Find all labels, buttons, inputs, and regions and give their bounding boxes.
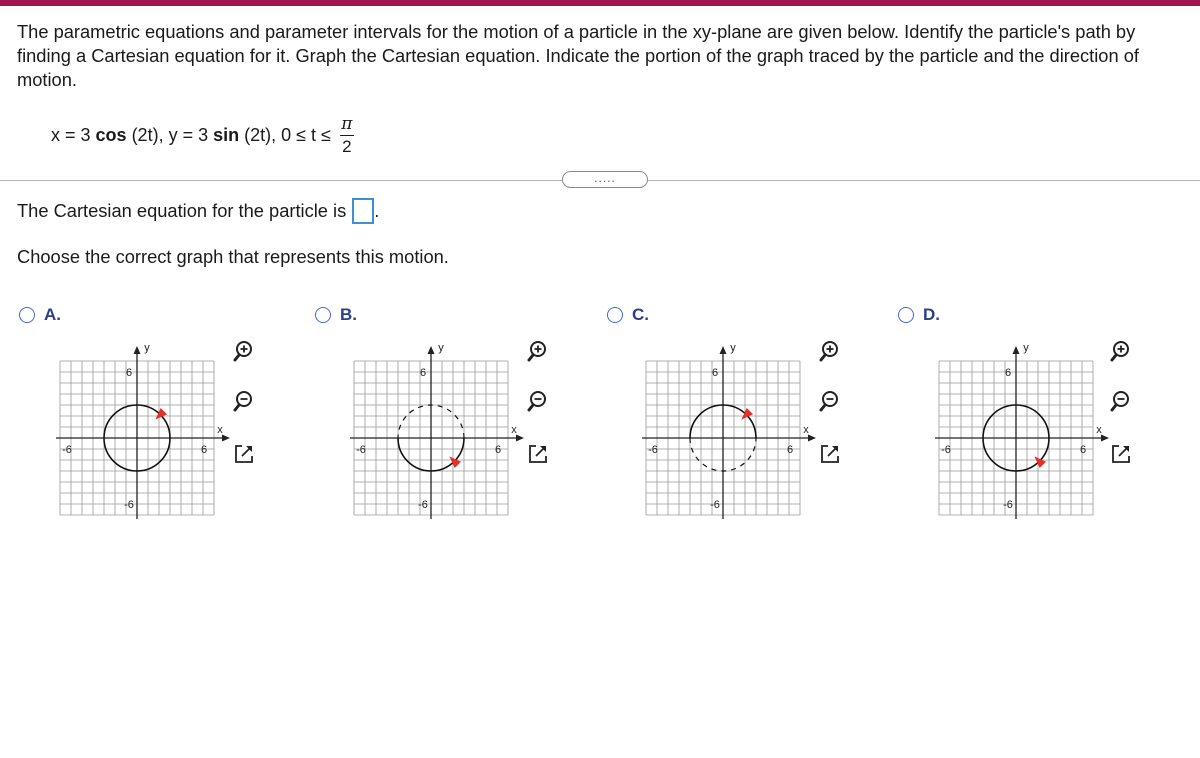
y-axis-label: y [730,342,736,354]
option-c[interactable] [607,304,649,326]
option-c-zoom-out-icon[interactable] [819,390,841,412]
option-b-label: B. [340,305,357,324]
option-d-zoom-out-icon[interactable] [1110,390,1132,412]
y-axis-arrow [1013,346,1020,354]
choose-prompt: Choose the correct graph that represents this motion. [17,246,449,267]
y-max-tick: 6 [125,367,133,379]
y-min-tick: -6 [710,499,720,511]
x-min-tick: -6 [356,444,366,456]
option-c-label: C. [632,305,649,324]
x-max-tick: 6 [786,444,794,456]
y-max-tick: 6 [711,367,719,379]
option-d-radio[interactable] [898,307,914,323]
x-min-tick: -6 [648,444,658,456]
y-axis-label: y [144,342,150,354]
eq-x-pre: x = 3 [51,124,96,145]
option-b-radio[interactable] [315,307,331,323]
option-a-zoom-in-icon[interactable] [233,340,255,362]
option-b-zoom-out-icon[interactable] [527,390,549,412]
option-b-graph [334,332,517,522]
show-more-button[interactable]: ..... [562,171,648,188]
eq-y-arg: (2t), 0 ≤ t ≤ [239,124,336,145]
option-d-zoom-in-icon[interactable] [1110,340,1132,362]
option-a-graph [40,332,223,522]
option-b-popout-icon[interactable] [527,443,549,465]
option-a-label: A. [44,305,61,324]
y-axis-arrow [428,346,435,354]
x-axis-arrow [516,435,524,442]
option-d-graph [919,332,1102,522]
y-axis-label: y [438,342,444,354]
eq-fraction [340,115,354,156]
option-a-popout-icon[interactable] [233,443,255,465]
x-max-tick: 6 [1079,444,1087,456]
x-axis-arrow [808,435,816,442]
eq-y-fn: sin [213,124,240,145]
option-d[interactable] [898,304,940,326]
option-a-zoom-out-icon[interactable] [233,390,255,412]
option-c-popout-icon[interactable] [819,443,841,465]
y-axis-label: y [1023,342,1029,354]
answer-input[interactable] [352,198,374,224]
option-d-label: D. [923,305,940,324]
x-axis-label: x [803,424,809,436]
x-axis-label: x [1096,424,1102,436]
answer-prompt: The Cartesian equation for the particle is [17,200,347,221]
top-accent-bar [0,0,1200,6]
option-b[interactable] [315,304,357,326]
fraction-numerator: π [341,113,353,134]
x-max-tick: 6 [200,444,208,456]
y-axis-arrow [720,346,727,354]
x-axis-arrow [1101,435,1109,442]
x-min-tick: -6 [941,444,951,456]
answer-line [17,198,379,224]
option-d-popout-icon[interactable] [1110,443,1132,465]
x-min-tick: -6 [62,444,72,456]
problem-statement: The parametric equations and parameter intervals for the motion of a particle in the xy-plane are given below. Identify the particle's path by finding a Cartesian equation for it. Graph the Cartesian equation. Indicate the portion of the graph traced by the particle and the direction of motion. [17,21,1139,90]
option-c-radio[interactable] [607,307,623,323]
x-axis-label: x [511,424,517,436]
option-c-zoom-in-icon[interactable] [819,340,841,362]
parametric-equation [51,110,354,160]
option-a-radio[interactable] [19,307,35,323]
option-c-graph [626,332,809,522]
fraction-bar [340,135,354,136]
option-a[interactable] [19,304,61,326]
option-b-zoom-in-icon[interactable] [527,340,549,362]
x-max-tick: 6 [494,444,502,456]
y-min-tick: -6 [1003,499,1013,511]
y-max-tick: 6 [1004,367,1012,379]
fraction-denominator: 2 [342,136,352,156]
eq-x-arg: (2t), y = 3 [126,124,214,145]
y-axis-arrow [134,346,141,354]
y-max-tick: 6 [419,367,427,379]
x-axis-label: x [217,424,223,436]
y-min-tick: -6 [124,499,134,511]
y-min-tick: -6 [418,499,428,511]
answer-suffix: . [374,200,380,221]
x-axis-arrow [222,435,230,442]
eq-x-fn: cos [95,124,127,145]
